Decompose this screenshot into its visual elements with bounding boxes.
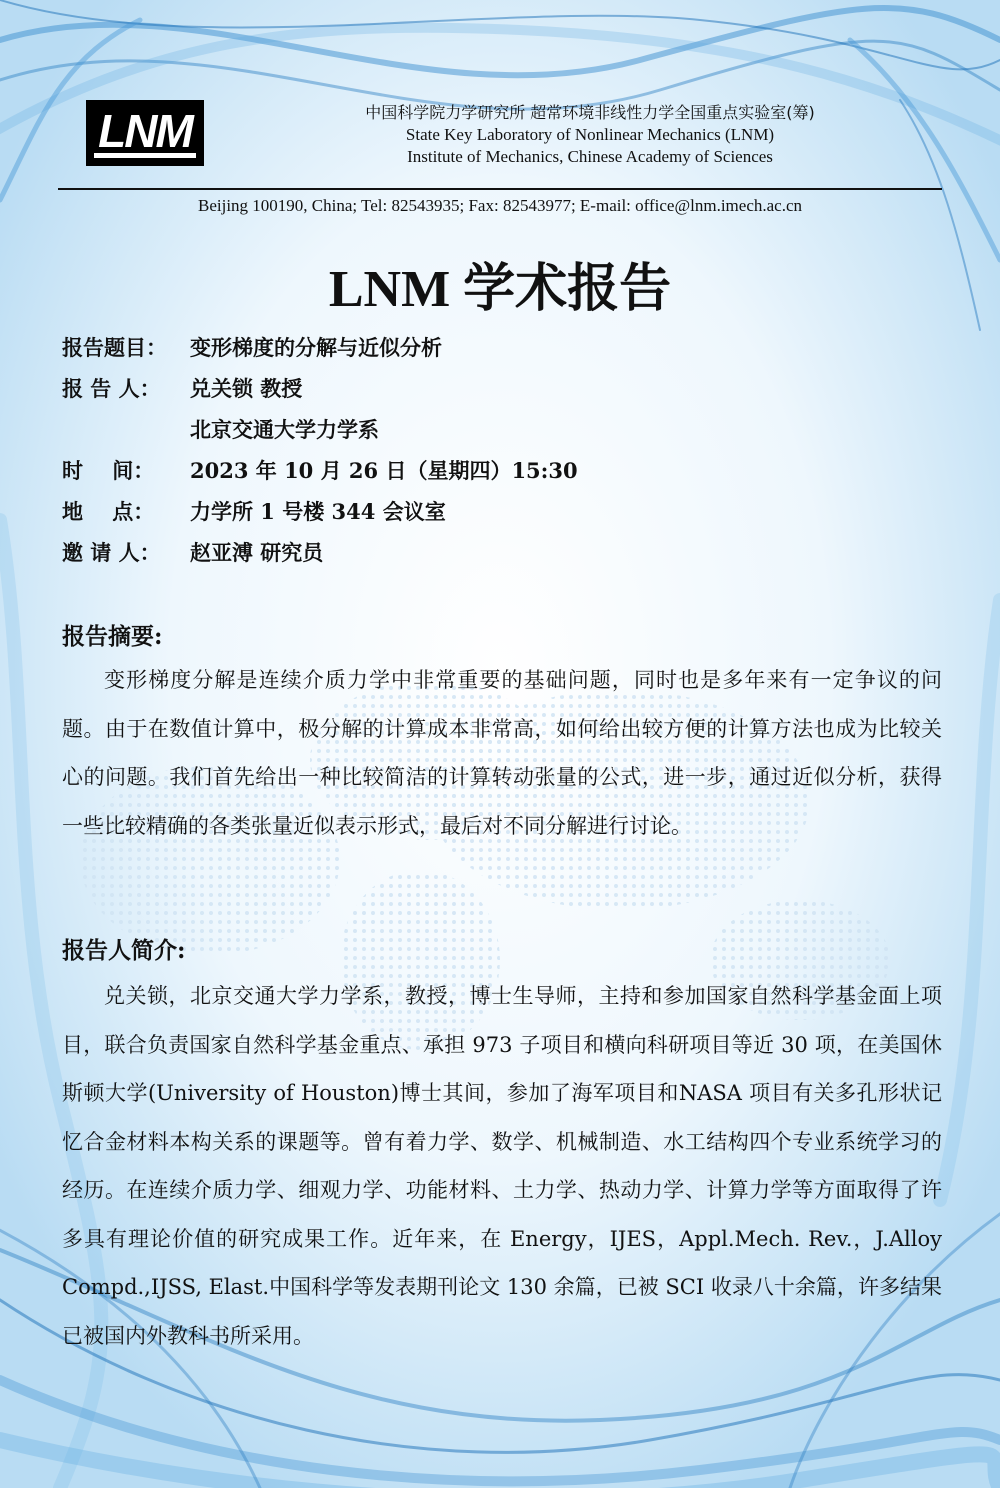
info-row-host <box>62 531 942 572</box>
info-row-topic <box>62 326 942 367</box>
host-label: 邀 请 人： <box>62 539 161 565</box>
institution-en-2: Institute of Mechanics, Chinese Academy of Sciences <box>407 147 773 166</box>
bio-heading: 报告人简介: <box>62 937 186 964</box>
info-row-affiliation <box>62 408 942 449</box>
topic-label: 报告题目： <box>62 334 167 360</box>
abstract-heading: 报告摘要: <box>62 623 163 650</box>
place-label: 地 点： <box>62 498 155 524</box>
host-value: 赵亚溥 研究员 <box>190 539 324 565</box>
abstract-text: 变形梯度分解是连续介质力学中非常重要的基础问题，同时也是多年来有一定争议的问题。由于在数值计算中，极分解的计算成本非常高，如何给出较方便的计算方法也成为比较关心的问题。我们首先给出一种比较简洁的计算转动张量的公式，进一步，通过近似分析，获得一些比较精确的各类张量近似表示形式，最后对不同分解进行讨论。 <box>62 668 942 838</box>
topic-value: 变形梯度的分解与近似分析 <box>190 334 442 360</box>
contact-line: Beijing 100190, China; Tel: 82543935; Fax: 82543977; E-mail: office@lnm.imech.ac.cn <box>197 196 803 215</box>
affiliation-value: 北京交通大学力学系 <box>190 416 379 442</box>
header-divider <box>58 188 942 190</box>
time-value: 2023 年 10 月 26 日（星期四）15:30 <box>190 457 578 483</box>
bio-text: 兑关锁，北京交通大学力学系，教授，博士生导师，主持和参加国家自然科学基金面上项目，联合负责国家自然科学基金重点、承担 973 子项目和横向科研项目等近 30 项，在美国休斯顿大学(University of Houston)博士其间，参加了海军项目和NASA 项目有关多孔形状记忆合金材料本构关系的课题等。曾有着力学、数学、机械制造、水工结构四个专业系统学习的经历。在连续介质力学、细观力学、功能材料、土力学、热动力学、计算力学等方面取得了许多具有理论价值的研究成果工作。近年来，在 Energy，IJES，Appl.Mech. Rev.，J.Alloy Compd.,IJSS, Elast.中国科学等发表期刊论文 130 余篇，已被 SCI 收录八十余篇，许多结果已被国内外教科书所采用。 <box>62 984 942 1348</box>
lnm-logo <box>86 100 204 166</box>
speaker-value: 兑关锁 教授 <box>190 375 303 401</box>
place-value: 力学所 1 号楼 344 会议室 <box>190 498 446 524</box>
institution-cn: 中国科学院力学研究所 超常环境非线性力学全国重点实验室(筹) <box>365 103 815 122</box>
speaker-label: 报 告 人： <box>62 375 161 401</box>
seminar-info <box>62 326 942 572</box>
info-row-time <box>62 449 942 490</box>
institution-block <box>300 102 880 168</box>
institution-en-1: State Key Laboratory of Nonlinear Mechanics (LNM) <box>405 125 775 144</box>
info-row-speaker <box>62 367 942 408</box>
time-label: 时 间： <box>62 457 155 483</box>
page-title: LNM 学术报告 <box>328 261 672 318</box>
info-row-place <box>62 490 942 531</box>
logo-text: LNM <box>94 109 196 158</box>
